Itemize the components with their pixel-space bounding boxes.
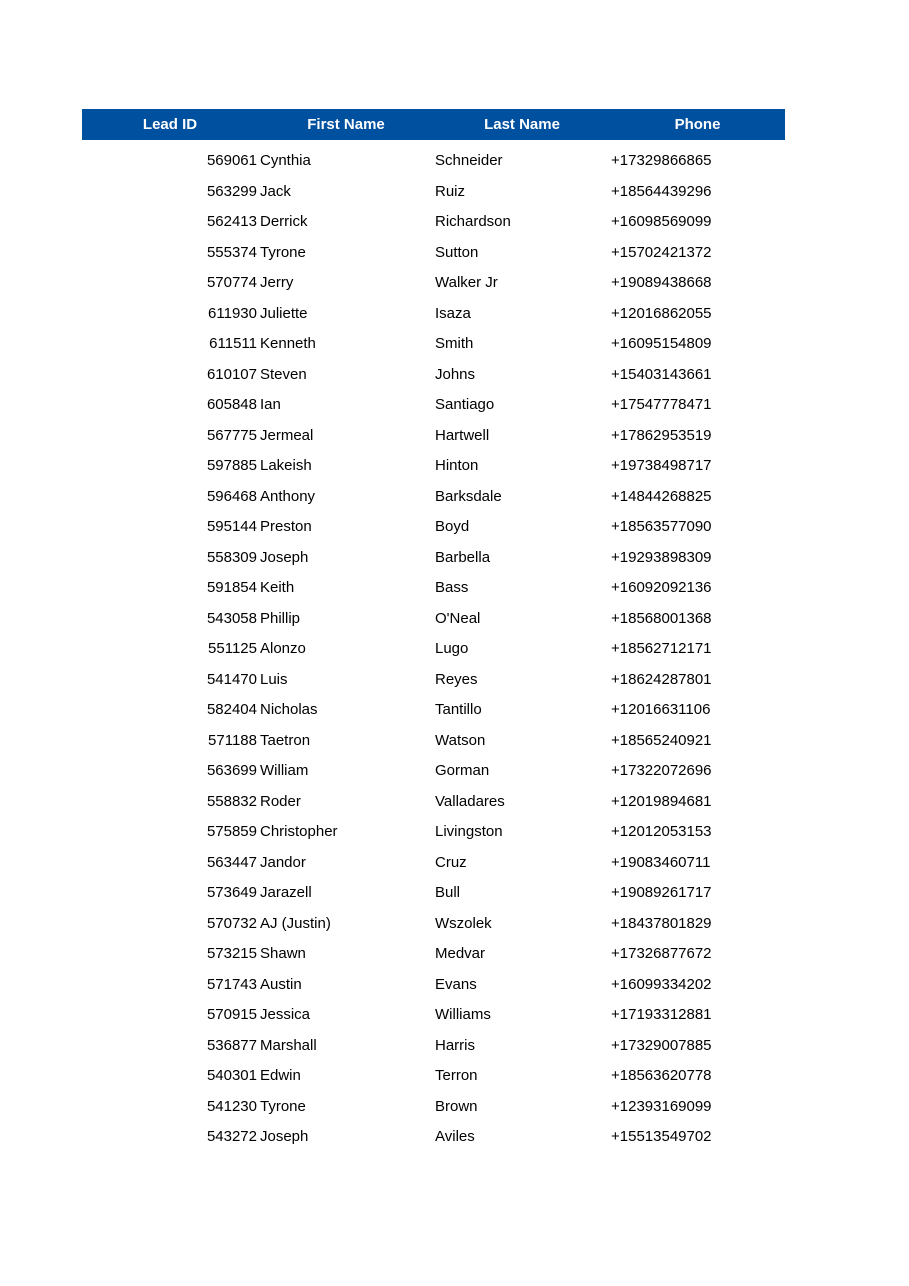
last-name-cell: Barksdale	[435, 487, 502, 505]
first-name-cell: Cynthia	[260, 152, 311, 169]
last-name-cell: Evans	[435, 975, 477, 993]
table-row	[82, 482, 785, 513]
phone-cell: +19738498717	[611, 457, 712, 474]
last-name-cell: Williams	[435, 1006, 491, 1023]
first-name-cell: Phillip	[260, 609, 301, 627]
last-name-cell: Ruiz	[435, 182, 466, 200]
lead-id-cell: 563447	[206, 853, 257, 871]
lead-id-cell: 591854	[206, 579, 257, 596]
lead-id-cell: 596468	[206, 487, 257, 505]
last-name-cell: Walker Jr	[435, 274, 498, 291]
table-row	[82, 1000, 785, 1031]
table-row	[82, 543, 785, 574]
last-name-cell: Hinton	[435, 457, 479, 474]
lead-id-cell: 570915	[206, 1006, 257, 1023]
first-name-cell: Jerry	[260, 274, 294, 291]
first-name-cell: AJ (Justin)	[260, 914, 331, 932]
table-row	[82, 421, 785, 452]
phone-cell: +18562712171	[611, 640, 712, 657]
lead-id-cell: 543272	[206, 1128, 257, 1145]
table-body	[82, 146, 785, 1153]
phone-cell: +16099334202	[611, 975, 712, 993]
phone-cell: +17322072696	[611, 762, 712, 779]
lead-id-cell: 541230	[206, 1097, 257, 1115]
first-name-cell: Tyrone	[260, 1097, 306, 1115]
phone-cell: +16098569099	[611, 213, 712, 230]
first-name-cell: Roder	[260, 792, 301, 810]
table-row	[82, 817, 785, 848]
phone-cell: +18568001368	[611, 609, 712, 627]
lead-id-cell: 555374	[206, 243, 257, 261]
lead-id-cell: 610107	[206, 365, 257, 383]
lead-id-cell: 595144	[206, 518, 257, 535]
last-name-cell: Sutton	[435, 243, 479, 261]
first-name-cell: Preston	[260, 518, 312, 535]
first-name-cell: Lakeish	[260, 457, 312, 474]
first-name-cell: Shawn	[260, 945, 306, 962]
last-name-cell: Santiago	[435, 396, 495, 413]
phone-cell: +18563577090	[611, 518, 712, 535]
lead-id-cell: 571188	[208, 731, 257, 749]
phone-cell: +12019894681	[611, 792, 712, 810]
last-name-cell: Brown	[435, 1097, 478, 1115]
last-name-cell: Livingston	[435, 823, 503, 840]
table-row	[82, 848, 785, 879]
lead-id-cell: 563299	[206, 182, 257, 200]
table-row	[82, 360, 785, 391]
last-name-cell: Harris	[435, 1036, 475, 1054]
lead-id-cell: 558832	[206, 792, 257, 810]
first-name-cell: Kenneth	[260, 335, 316, 352]
leads-table	[82, 109, 785, 1153]
header-lead-id: Lead ID	[142, 116, 198, 133]
phone-cell: +17193312881	[611, 1006, 712, 1023]
last-name-cell: Smith	[435, 335, 474, 352]
header-phone: Phone	[674, 116, 721, 133]
last-name-cell: Schneider	[435, 152, 503, 169]
last-name-cell: Terron	[435, 1067, 478, 1084]
first-name-cell: Jessica	[260, 1006, 311, 1023]
lead-id-cell: 582404	[206, 701, 257, 718]
last-name-cell: Richardson	[435, 213, 511, 230]
first-name-cell: Austin	[260, 975, 302, 993]
table-row	[82, 726, 785, 757]
lead-id-cell: 569061	[206, 152, 257, 169]
phone-cell: +18565240921	[611, 731, 712, 749]
last-name-cell: Tantillo	[435, 701, 482, 718]
header-last-name: Last Name	[484, 116, 560, 133]
table-row	[82, 604, 785, 635]
last-name-cell: Hartwell	[435, 426, 490, 444]
lead-id-cell: 573649	[206, 884, 257, 901]
phone-cell: +17329007885	[611, 1036, 712, 1054]
phone-cell: +15513549702	[611, 1128, 712, 1145]
phone-cell: +18437801829	[611, 914, 712, 932]
phone-cell: +19083460711	[611, 853, 711, 871]
phone-cell: +19293898309	[611, 548, 712, 566]
first-name-cell: Alonzo	[260, 640, 306, 657]
first-name-cell: Nicholas	[260, 701, 318, 718]
table-row	[82, 1092, 785, 1123]
first-name-cell: Steven	[260, 365, 307, 383]
table-row	[82, 299, 785, 330]
lead-id-cell: 562413	[206, 213, 257, 230]
lead-id-cell: 597885	[206, 457, 257, 474]
first-name-cell: Christopher	[260, 823, 338, 840]
first-name-cell: Keith	[260, 579, 295, 596]
first-name-cell: Derrick	[260, 213, 308, 230]
last-name-cell: Gorman	[435, 762, 490, 779]
last-name-cell: O'Neal	[435, 609, 481, 627]
lead-id-cell: 540301	[206, 1067, 257, 1084]
phone-cell: +18564439296	[611, 182, 712, 200]
first-name-cell: Jarazell	[260, 884, 312, 901]
last-name-cell: Watson	[435, 731, 486, 749]
lead-id-cell: 563699	[206, 762, 257, 779]
lead-id-cell: 570774	[206, 274, 257, 291]
table-row	[82, 939, 785, 970]
last-name-cell: Isaza	[435, 304, 471, 322]
first-name-cell: Joseph	[260, 1128, 309, 1145]
first-name-cell: Anthony	[260, 487, 316, 505]
phone-cell: +18563620778	[611, 1067, 712, 1084]
lead-id-cell: 611930	[208, 304, 257, 322]
table-header	[82, 109, 785, 140]
last-name-cell: Barbella	[435, 548, 491, 566]
first-name-cell: Ian	[260, 396, 281, 413]
last-name-cell: Boyd	[435, 518, 470, 535]
phone-cell: +19089261717	[611, 884, 712, 901]
phone-cell: +15403143661	[611, 365, 712, 383]
phone-cell: +15702421372	[611, 243, 712, 261]
phone-cell: +12016631106	[611, 701, 711, 718]
last-name-cell: Valladares	[435, 792, 505, 810]
table-row	[82, 878, 785, 909]
first-name-cell: Marshall	[260, 1036, 317, 1054]
last-name-cell: Wszolek	[435, 914, 492, 932]
table-row	[82, 695, 785, 726]
table-row	[82, 390, 785, 421]
table-row	[82, 1061, 785, 1092]
phone-cell: +16092092136	[611, 579, 712, 596]
first-name-cell: Jermeal	[260, 426, 314, 444]
lead-id-cell: 558309	[206, 548, 257, 566]
phone-cell: +12016862055	[611, 304, 712, 322]
table-row	[82, 238, 785, 269]
lead-id-cell: 541470	[206, 670, 257, 688]
lead-id-cell: 551125	[208, 640, 257, 657]
phone-cell: +12393169099	[611, 1097, 712, 1115]
first-name-cell: Juliette	[260, 304, 308, 322]
lead-id-cell: 536877	[206, 1036, 257, 1054]
table-row	[82, 329, 785, 360]
lead-id-cell: 611511	[209, 335, 257, 352]
last-name-cell: Reyes	[435, 670, 478, 688]
first-name-cell: Taetron	[260, 731, 311, 749]
phone-cell: +14844268825	[611, 487, 712, 505]
table-row	[82, 787, 785, 818]
phone-cell: +18624287801	[611, 670, 712, 688]
first-name-cell: Jack	[260, 182, 291, 200]
table-row	[82, 756, 785, 787]
first-name-cell: Jandor	[260, 853, 306, 871]
table-row	[82, 1122, 785, 1153]
table-row	[82, 268, 785, 299]
lead-id-cell: 543058	[206, 609, 257, 627]
table-row	[82, 1031, 785, 1062]
lead-id-cell: 570732	[206, 914, 257, 932]
last-name-cell: Medvar	[435, 945, 486, 962]
table-row	[82, 665, 785, 696]
phone-cell: +16095154809	[611, 335, 712, 352]
table-row	[82, 512, 785, 543]
first-name-cell: Tyrone	[260, 243, 306, 261]
first-name-cell: William	[260, 762, 309, 779]
phone-cell: +17862953519	[611, 426, 712, 444]
lead-id-cell: 567775	[206, 426, 257, 444]
table-row	[82, 970, 785, 1001]
first-name-cell: Joseph	[260, 548, 309, 566]
last-name-cell: Bull	[435, 884, 461, 901]
first-name-cell: Luis	[260, 670, 288, 688]
lead-id-cell: 573215	[206, 945, 257, 962]
last-name-cell: Bass	[435, 579, 469, 596]
first-name-cell: Edwin	[260, 1067, 301, 1084]
table-row	[82, 634, 785, 665]
header-first-name: First Name	[307, 116, 385, 133]
phone-cell: +19089438668	[611, 274, 712, 291]
table-row	[82, 146, 785, 177]
lead-id-cell: 575859	[206, 823, 257, 840]
last-name-cell: Johns	[435, 365, 476, 383]
last-name-cell: Aviles	[435, 1128, 475, 1145]
lead-id-cell: 571743	[206, 975, 257, 993]
lead-id-cell: 605848	[206, 396, 257, 413]
table-row	[82, 451, 785, 482]
table-row	[82, 909, 785, 940]
phone-cell: +17329866865	[611, 152, 712, 169]
phone-cell: +17547778471	[611, 396, 712, 413]
table-row	[82, 177, 785, 208]
last-name-cell: Cruz	[435, 853, 467, 871]
last-name-cell: Lugo	[435, 640, 469, 657]
table-row	[82, 573, 785, 604]
table-row	[82, 207, 785, 238]
phone-cell: +17326877672	[611, 945, 712, 962]
phone-cell: +12012053153	[611, 823, 712, 840]
